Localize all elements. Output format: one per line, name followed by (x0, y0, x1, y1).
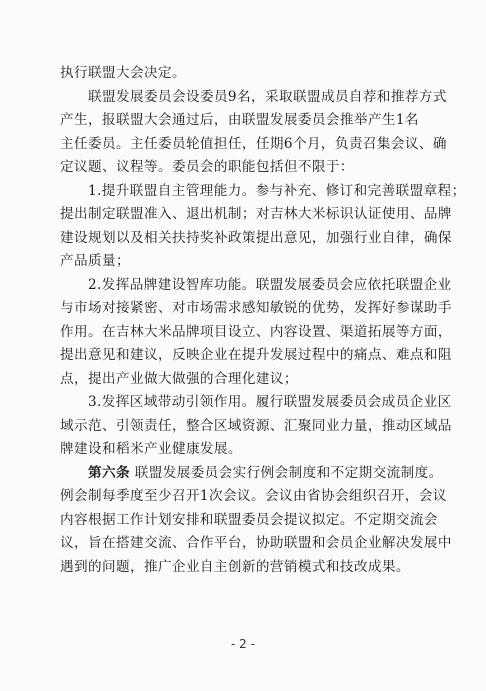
text-line: 1.提升联盟自主管理能力。参与补充、修订和完善联盟章程； (88, 182, 466, 199)
text-line: 域示范、引领责任，整合区域资源、汇聚同业力量，推动区域品 (60, 417, 452, 434)
text-line: 遇到的问题，推广企业自主创新的营销模式和技改成果。 (60, 558, 410, 575)
text-line: 联盟发展委员会实行例会制度和不定期交流制度。 (134, 464, 443, 481)
text-line: 建设规划以及相关扶持奖补政策提出意见，加强行业自律，确保 (60, 229, 452, 246)
text-line: 定议题、议程等。委员会的职能包括但不限于： (60, 159, 354, 175)
text-line: 联盟发展委员会设委员9名，采取联盟成员自荐和推荐方式 (88, 88, 447, 105)
document-body (60, 62, 466, 579)
text-line: 2.发挥品牌建设智库功能。联盟发展委员会应依托联盟企业 (88, 276, 452, 293)
text-line: 例会制每季度至少召开1次会议。会议由省协会组织召开，会议 (60, 488, 447, 504)
article-heading-line (60, 462, 442, 486)
text-line: 点，提出产业做大做强的合理化建议； (60, 370, 298, 387)
text-line: 提出制定联盟准入、退出机制；对吉林大米标识认证使用、品牌 (60, 206, 452, 222)
page-number: - 2 - (231, 637, 255, 651)
text-line: 执行联盟大会决定。 (60, 65, 186, 81)
text-line: 产品质量； (60, 253, 130, 269)
text-line: 主任委员。主任委员轮值担任，任期6个月，负责召集会议、确 (60, 135, 447, 152)
text-line: 产生，报联盟大会通过后，由联盟发展委员会推举产生1名 (60, 112, 419, 128)
text-line: 3.发挥区域带动引领作用。履行联盟发展委员会成员企业区 (88, 394, 452, 410)
text-line: 提出意见和建议，反映企业在提升发展过程中的痛点、难点和阻 (60, 347, 452, 363)
text-line: 内容根据工作计划安排和联盟委员会提议拟定。不定期交流会 (60, 511, 438, 528)
text-line: 与市场对接紧密、对市场需求感知敏锐的优势，发挥好参谋助手 (60, 300, 452, 316)
text-line: 作用。在吉林大米品牌项目设立、内容设置、渠道拓展等方面， (60, 323, 452, 340)
article-label: 第六条 (88, 464, 130, 481)
text-line: 议，旨在搭建交流、合作平台，协助联盟和会员企业解决发展中 (60, 535, 452, 551)
text-line: 牌建设和稻米产业健康发展。 (60, 441, 242, 457)
